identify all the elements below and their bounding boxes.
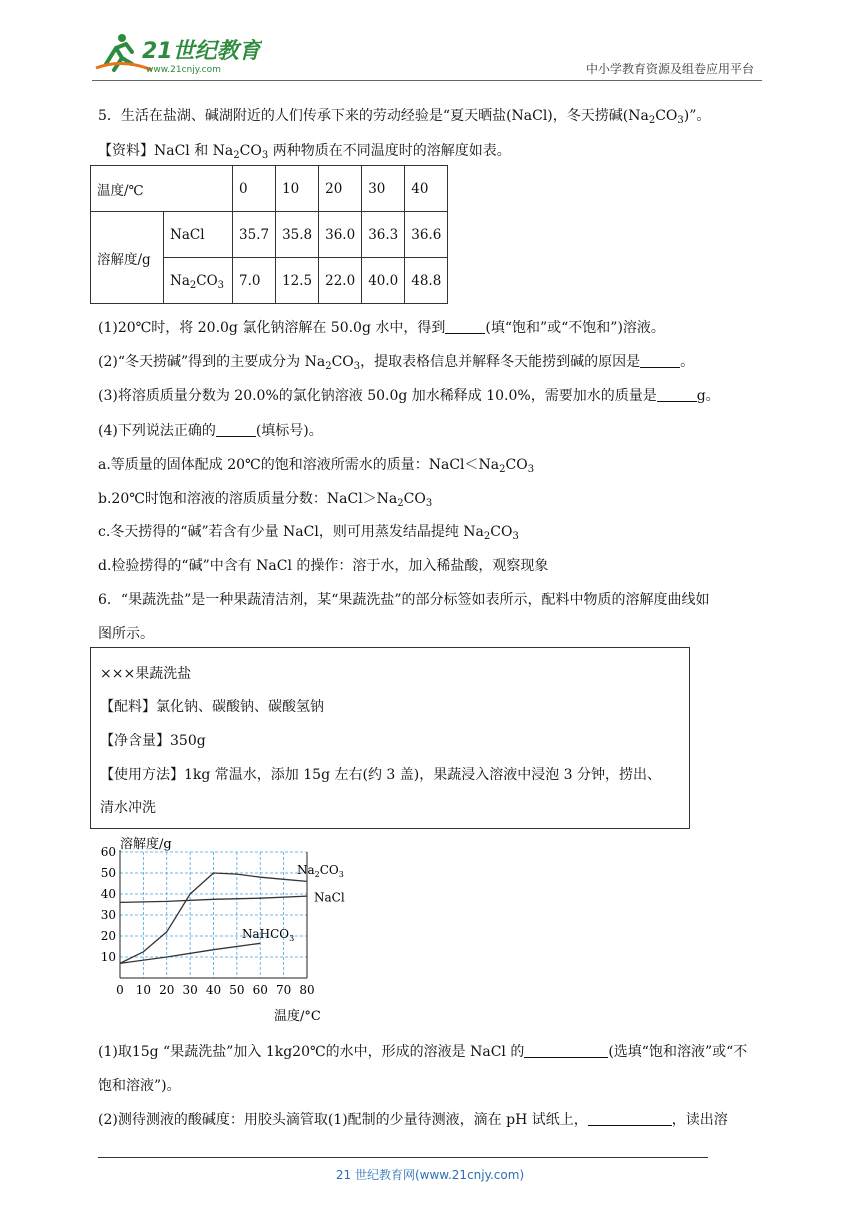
substance-name: $Na_2CO_3$: [164, 258, 233, 304]
logo-text: 21世纪教育: [142, 39, 261, 64]
q6-stem-line2: 图所示。: [98, 626, 154, 642]
table-cell: 20: [319, 166, 362, 212]
temp-header: 温度/℃: [91, 166, 233, 212]
table-cell: 12.5: [276, 258, 319, 304]
label-title: ×××果蔬洗盐: [100, 666, 192, 682]
y-axis-label: 溶解度/g: [120, 837, 172, 852]
series-label-na2co3: $Na_2CO_3$: [297, 863, 344, 880]
header-divider: [92, 80, 762, 81]
table-cell: 35.8: [276, 212, 319, 258]
q6-stem-line1: 6．“果蔬洗盐”是一种果蔬清洁剂，某“果蔬洗盐”的部分标签如表所示，配料中物质的溶解度曲线如: [98, 592, 710, 608]
x-tick-label: 10: [135, 983, 152, 997]
x-tick-label: 20: [159, 983, 175, 997]
x-tick-label: 50: [229, 983, 245, 997]
answer-blank: [657, 387, 697, 402]
q5-info: 【资料】NaCl 和 $Na_2CO_3$ 两种物质在不同温度时的溶解度如表。: [98, 143, 511, 161]
option-c: c.冬天捞得的“碱”若含有少量 NaCl，则可用蒸发结晶提纯 $Na_2CO_3$: [98, 524, 519, 542]
substance-name: NaCl: [164, 212, 233, 258]
table-cell: 0: [233, 166, 276, 212]
x-tick-label: 80: [299, 983, 315, 997]
platform-name: 中小学教育资源及组卷应用平台: [585, 62, 754, 76]
y-tick-label: 10: [100, 950, 116, 964]
x-tick-label: 60: [252, 983, 268, 997]
x-tick-label: 70: [275, 983, 292, 997]
q5-part4: (4)下列说法正确的 (填标号)。: [98, 423, 323, 439]
q5-part3: (3)将溶质质量分数为 20.0%的氯化钠溶液 50.0g 加水稀释成 10.0%，需要加水的质量是 g。: [98, 388, 720, 404]
x-axis-label: 温度/°C: [274, 1009, 321, 1024]
table-row: [91, 166, 448, 212]
option-d: d.检验捞得的“碱”中含有 NaCl 的操作：溶于水，加入稀盐酸，观察现象: [98, 558, 549, 574]
table-cell: 7.0: [233, 258, 276, 304]
q6-part1: (1)取15g “果蔬洗盐”加入 1kg20℃的水中，形成的溶液是 NaCl 的 (选填“饱和溶液”或“不: [98, 1044, 748, 1060]
label-usage-line2: 清水冲洗: [100, 800, 156, 816]
y-tick-label: 30: [100, 908, 116, 922]
label-usage-line1: 【使用方法】1kg 常温水，添加 15g 左右(约 3 盖)，果蔬浸入溶液中浸泡 3 分钟，捞出、: [100, 767, 662, 783]
table-cell: 36.0: [319, 212, 362, 258]
site-logo: [92, 30, 262, 78]
footer-source: 21 世纪教育网(www.21cnjy.com): [335, 1168, 525, 1182]
x-tick-label: 30: [182, 983, 198, 997]
table-cell: 36.6: [405, 212, 448, 258]
table-cell: 40.0: [362, 258, 405, 304]
table-cell: 36.3: [362, 212, 405, 258]
table-cell: 10: [276, 166, 319, 212]
answer-blank: [524, 1043, 608, 1058]
series-label-nahco3: NaHCO$_3$: [242, 927, 295, 944]
answer-blank: [640, 353, 680, 368]
x-tick-label: 0: [116, 983, 124, 997]
answer-blank: [588, 1111, 672, 1126]
footer-divider: [98, 1157, 708, 1158]
table-row: [91, 212, 448, 258]
answer-blank: [445, 319, 485, 334]
option-a: a.等质量的固体配成 20℃的饱和溶液所需水的质量：$NaCl<Na_2CO_3$: [98, 457, 535, 475]
y-tick-label: 40: [100, 887, 116, 901]
label-ingredients: 【配料】氯化钠、碳酸钠、碳酸氢钠: [100, 699, 324, 715]
y-tick-label: 20: [100, 929, 116, 943]
row-header: 溶解度/g: [91, 212, 164, 304]
y-tick-label: 50: [100, 866, 116, 880]
table-cell: 30: [362, 166, 405, 212]
q6-part2: (2)测待测液的酸碱度：用胶头滴管取(1)配制的少量待测液，滴在 pH 试纸上， ，读出溶: [98, 1112, 728, 1128]
q6-part1-cont: 饱和溶液”)。: [98, 1078, 181, 1094]
q5-part1: (1)20℃时，将 20.0g 氯化钠溶解在 50.0g 水中，得到 (填“饱和”或“不饱和”)溶液。: [98, 320, 665, 336]
table-cell: 48.8: [405, 258, 448, 304]
table-cell: 40: [405, 166, 448, 212]
solubility-table: [90, 165, 448, 304]
y-tick-label: 60: [100, 845, 116, 859]
logo-url: www.21cnjy.com: [146, 65, 221, 75]
page-header: [0, 0, 860, 82]
table-cell: 35.7: [233, 212, 276, 258]
answer-blank: [216, 422, 256, 437]
q5-part2: (2)“冬天捞碱”得到的主要成分为 $Na_2CO_3$，提取表格信息并解释冬天能捞到碱的原因是 。: [98, 354, 695, 372]
table-cell: 22.0: [319, 258, 362, 304]
option-b: b.20℃时饱和溶液的溶质质量分数：$NaCl>Na_2CO_3$: [98, 491, 433, 509]
series-label-nacl: NaCl: [314, 890, 345, 905]
label-net-weight: 【净含量】350g: [100, 733, 206, 749]
q5-stem: 5．生活在盐湖、碱湖附近的人们传承下来的劳动经验是“夏天晒盐(NaCl)，冬天捞碱$(Na_2CO_3)$”。: [98, 108, 711, 126]
solubility-chart: [96, 835, 366, 1030]
x-tick-label: 40: [205, 983, 222, 997]
